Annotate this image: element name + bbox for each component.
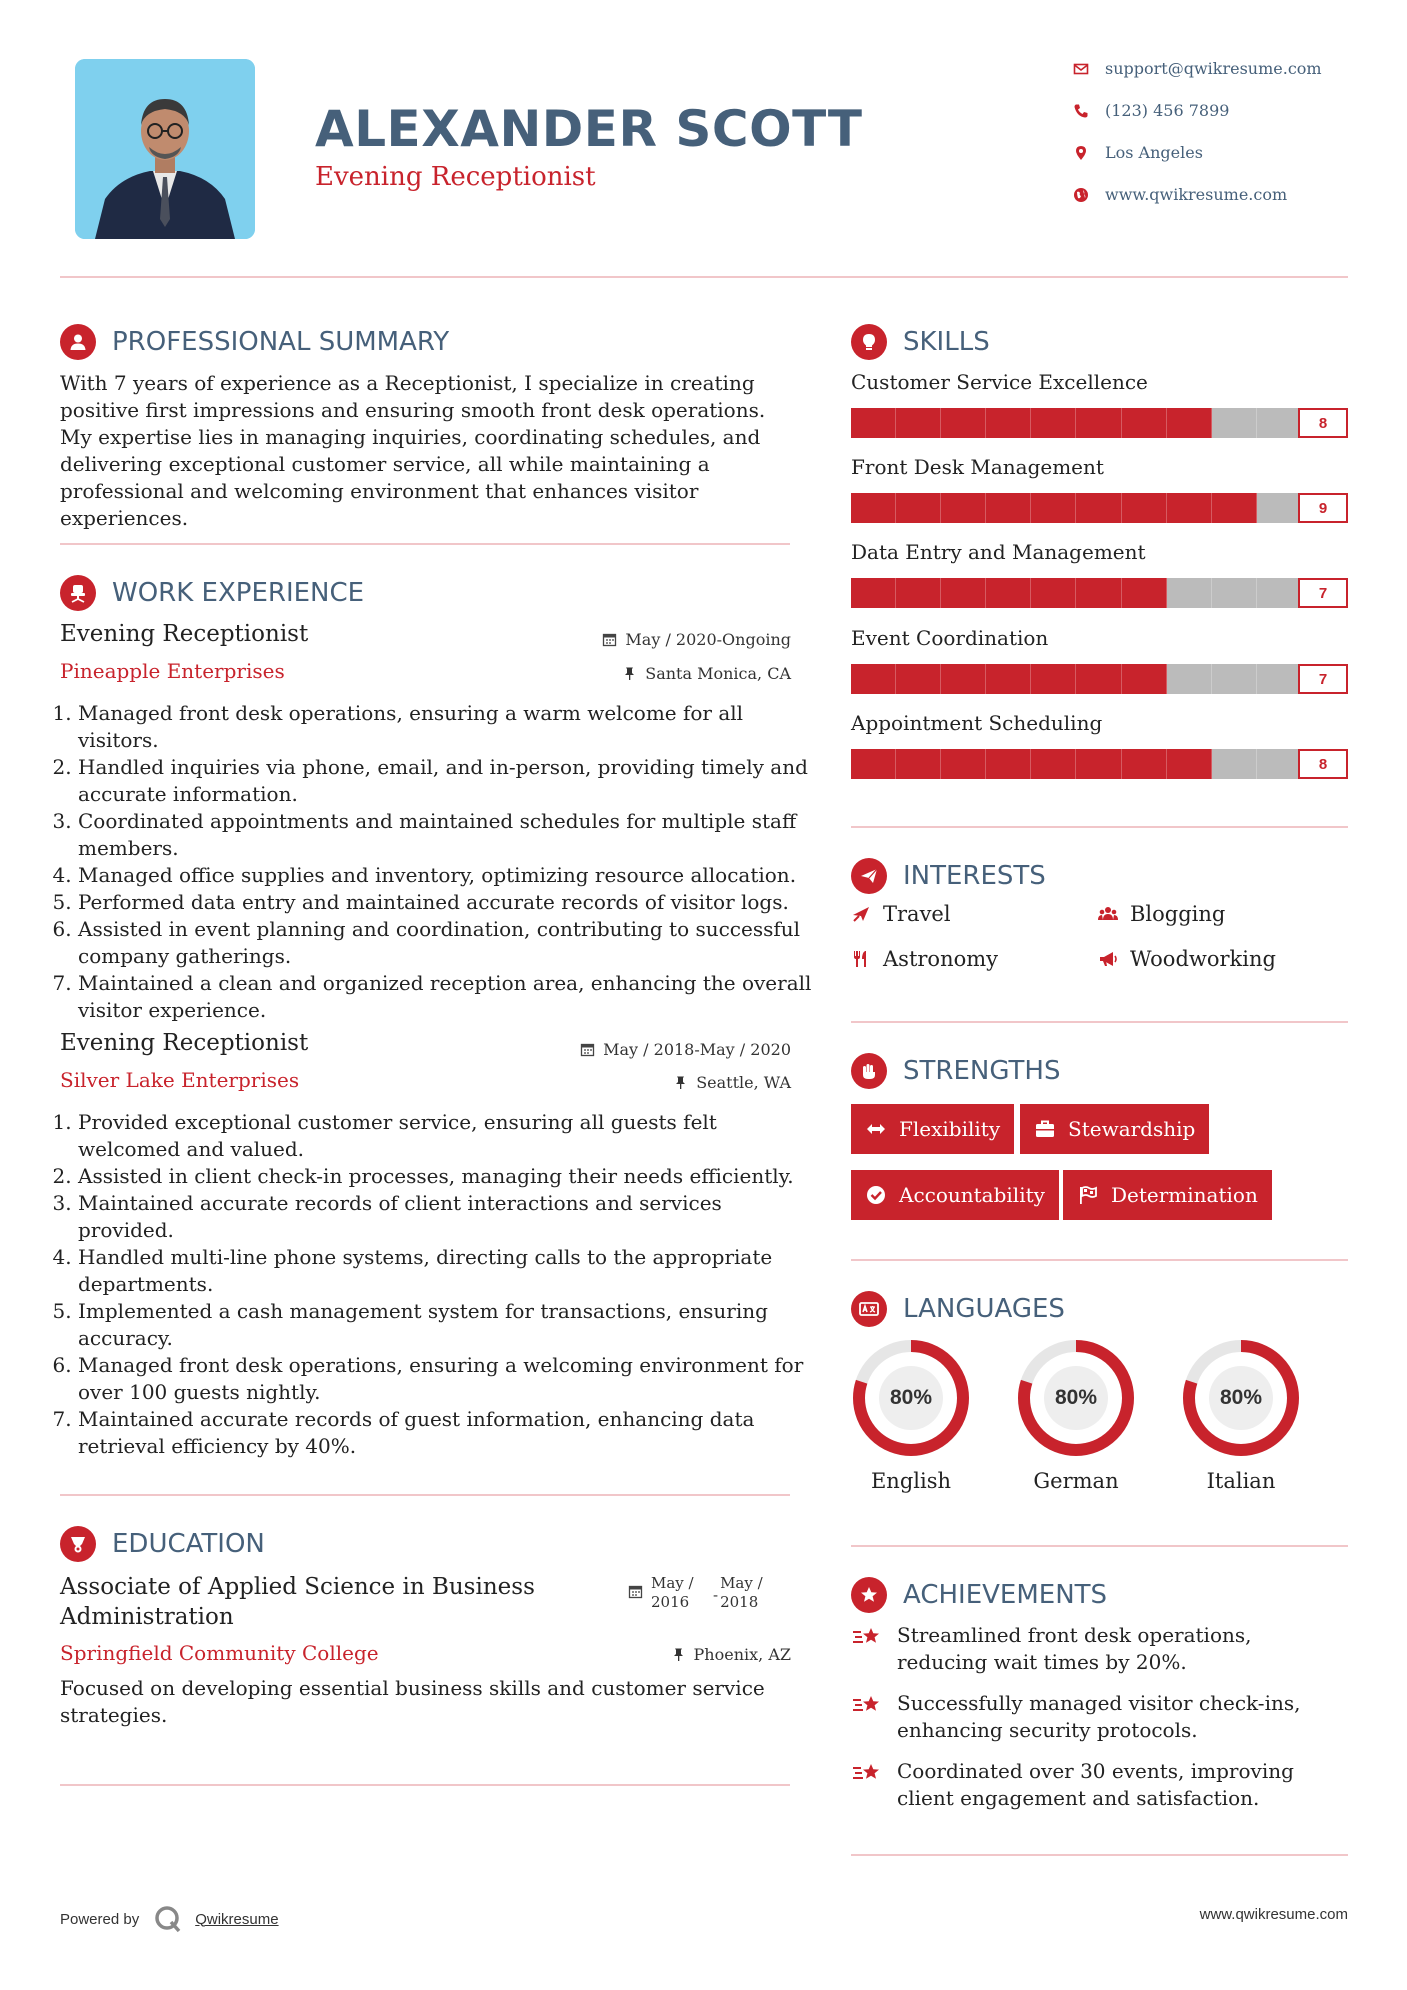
candidate-name: ALEXANDER SCOTT xyxy=(315,100,863,158)
candidate-title: Evening Receptionist xyxy=(315,162,596,192)
contact-email-text: support@qwikresume.com xyxy=(1105,59,1322,78)
qwikresume-logo-icon xyxy=(153,1904,183,1934)
achievement-text: Successfully managed visitor check-ins, enhancing security protocols. xyxy=(897,1691,1301,1742)
skill-bar-segment xyxy=(941,664,986,694)
skill-bar-segment xyxy=(851,493,896,523)
list-item: 7. Maintained a clean and organized reception area, enhancing the overall visitor experience. xyxy=(78,970,813,1024)
skill-bar-segment xyxy=(1031,664,1076,694)
skill-bar-segment xyxy=(1167,578,1212,608)
brand-link[interactable]: Qwikresume xyxy=(195,1910,279,1928)
education-heading xyxy=(60,1526,265,1562)
shooting-star-icon xyxy=(851,1622,883,1652)
languages-divider xyxy=(851,1545,1348,1547)
skill-bar-segment xyxy=(851,664,896,694)
list-item: 2. Handled inquiries via phone, email, and in-person, providing timely and accurate information. xyxy=(78,754,813,808)
skill-label: Customer Service Excellence xyxy=(851,370,1148,394)
job-1-location-text: Santa Monica, CA xyxy=(645,664,791,683)
skill-bar-segment xyxy=(851,578,896,608)
job-1-role: Evening Receptionist xyxy=(60,621,309,647)
calendar-icon xyxy=(602,632,617,647)
skill-bar-segment xyxy=(1076,578,1121,608)
skill-bar-segment xyxy=(1212,408,1257,438)
calendar-icon xyxy=(580,1042,595,1057)
skill-bar-segment xyxy=(986,578,1031,608)
language-ring xyxy=(1016,1338,1136,1462)
skill-bar-segment xyxy=(896,408,941,438)
skill-bar-segment xyxy=(1076,408,1121,438)
language-icon xyxy=(858,1298,880,1320)
skill-bar-segment xyxy=(1212,664,1257,694)
skill-bar-segment xyxy=(1167,493,1212,523)
skill-label: Event Coordination xyxy=(851,626,1049,650)
interest-travel xyxy=(851,902,951,926)
job-2-company: Silver Lake Enterprises xyxy=(60,1068,300,1092)
contact-phone[interactable] xyxy=(1073,101,1229,120)
skill-bar-segment xyxy=(1122,408,1167,438)
skill-bar xyxy=(851,408,1348,438)
skill-score: 7 xyxy=(1298,578,1348,608)
skill-bar-segment xyxy=(1122,578,1167,608)
job-1-bullets xyxy=(60,700,813,1024)
job-1-dates xyxy=(602,630,791,649)
skill-label: Appointment Scheduling xyxy=(851,711,1103,735)
achievement-text: Streamlined front desk operations, reducing wait times by 20%. xyxy=(897,1623,1252,1674)
language-percent: 80% xyxy=(889,1386,933,1409)
globe-icon xyxy=(1073,187,1089,203)
interest-label: Astronomy xyxy=(883,947,999,971)
job-1-dates-text: May / 2020-Ongoing xyxy=(625,630,791,649)
education-text: Focused on developing essential business skills and customer service strategies. xyxy=(60,1676,765,1727)
achievement-item-2 xyxy=(851,1690,1348,1744)
skill-bar-segment xyxy=(1031,408,1076,438)
skill-bar xyxy=(851,664,1348,694)
header-divider xyxy=(60,276,1348,278)
summary-heading-text: PROFESSIONAL SUMMARY xyxy=(112,327,450,357)
pushpin-icon xyxy=(673,1075,688,1090)
interests-divider xyxy=(851,1021,1348,1023)
skill-bar xyxy=(851,578,1348,608)
education-location xyxy=(671,1645,791,1664)
skill-bar-segment xyxy=(896,493,941,523)
experience-divider xyxy=(60,1494,790,1496)
plane-icon xyxy=(851,904,871,924)
list-item: 3. Coordinated appointments and maintained schedules for multiple staff members. xyxy=(78,808,813,862)
skills-heading-text: SKILLS xyxy=(903,327,990,357)
achievement-item-1 xyxy=(851,1622,1348,1676)
job-1-company: Pineapple Enterprises xyxy=(60,659,285,683)
skill-bar-segment xyxy=(1031,578,1076,608)
job-1-location xyxy=(622,664,791,683)
contact-website-text: www.qwikresume.com xyxy=(1105,185,1288,204)
skill-bar-segment xyxy=(1031,749,1076,779)
phone-icon xyxy=(1073,103,1089,119)
job-2-bullets xyxy=(60,1109,813,1460)
office-chair-icon xyxy=(67,582,89,604)
interests-heading-text: INTERESTS xyxy=(903,861,1046,891)
skill-bar-segment xyxy=(1257,493,1302,523)
skill-bar-segment xyxy=(896,664,941,694)
education-dates xyxy=(628,1574,768,1612)
list-item: 1. Managed front desk operations, ensuring a warm welcome for all visitors. xyxy=(78,700,813,754)
strength-chip-determination xyxy=(1063,1170,1272,1220)
language-ring xyxy=(851,1338,971,1462)
language-label: Italian xyxy=(1206,1469,1276,1493)
utensils-icon xyxy=(851,949,871,969)
map-pin-icon xyxy=(1073,145,1089,161)
job-2-dates-text: May / 2018-May / 2020 xyxy=(603,1040,791,1059)
list-item: 4. Handled multi-line phone systems, directing calls to the appropriate departments. xyxy=(78,1244,813,1298)
strength-label: Accountability xyxy=(899,1183,1045,1207)
list-item: 6. Managed front desk operations, ensuring a welcoming environment for over 100 guests nightly. xyxy=(78,1352,813,1406)
strength-label: Stewardship xyxy=(1068,1117,1196,1141)
strength-label: Flexibility xyxy=(899,1117,1001,1141)
skill-label: Data Entry and Management xyxy=(851,540,1146,564)
list-item: 4. Managed office supplies and inventory, optimizing resource allocation. xyxy=(78,862,813,889)
skill-label: Front Desk Management xyxy=(851,455,1104,479)
skill-bar-segment xyxy=(1212,578,1257,608)
calendar-icon xyxy=(628,1584,643,1599)
experience-heading-text: WORK EXPERIENCE xyxy=(112,578,365,608)
skill-bar-segment xyxy=(1167,749,1212,779)
footer-powered xyxy=(60,1904,279,1934)
contact-website[interactable] xyxy=(1073,185,1287,204)
education-degree: Associate of Applied Science in Business Administration xyxy=(60,1574,535,1630)
arrows-horizontal-icon xyxy=(865,1118,887,1140)
languages-heading-text: LANGUAGES xyxy=(903,1294,1065,1324)
powered-by-text: Powered by xyxy=(60,1910,140,1928)
education-dash: - xyxy=(713,1586,719,1604)
education-divider xyxy=(60,1784,790,1786)
skill-bar-segment xyxy=(941,493,986,523)
interest-label: Woodworking xyxy=(1130,947,1276,971)
language-percent: 80% xyxy=(1054,1386,1098,1409)
skill-score: 9 xyxy=(1298,493,1348,523)
skill-bar-segment xyxy=(851,408,896,438)
skill-bar-segment xyxy=(986,664,1031,694)
language-percent: 80% xyxy=(1219,1386,1263,1409)
envelope-icon xyxy=(1073,61,1089,77)
lightbulb-icon xyxy=(858,331,880,353)
strength-chip-accountability xyxy=(851,1170,1059,1220)
strength-chip-stewardship xyxy=(1020,1104,1209,1154)
job-2-location-text: Seattle, WA xyxy=(696,1073,791,1092)
skill-bar-segment xyxy=(1212,749,1257,779)
bullhorn-icon xyxy=(1098,949,1118,969)
interest-astronomy xyxy=(851,947,998,971)
summary-text: With 7 years of experience as a Receptionist, I specialize in creating positive first impressions and ensuring smooth front desk operations. My expertise lies in managing inquiries, coordinating schedules, and delivering exceptional customer service, all while maintaining a professional and welcoming environment that enhances visitor experiences. xyxy=(60,371,766,530)
skill-bar-segment xyxy=(851,749,896,779)
languages-heading xyxy=(851,1291,1065,1327)
skill-bar-segment xyxy=(986,408,1031,438)
strengths-heading xyxy=(851,1053,1061,1089)
skill-bar xyxy=(851,493,1348,523)
strength-chip-flexibility xyxy=(851,1104,1014,1154)
interest-woodworking xyxy=(1098,947,1276,971)
users-icon xyxy=(1098,904,1118,924)
strengths-heading-text: STRENGTHS xyxy=(903,1056,1061,1086)
summary-divider xyxy=(60,543,790,545)
education-location-text: Phoenix, AZ xyxy=(693,1645,791,1664)
briefcase-icon xyxy=(1034,1118,1056,1140)
interest-label: Blogging xyxy=(1130,902,1226,926)
skill-bar xyxy=(851,749,1348,779)
achievements-heading xyxy=(851,1577,1107,1613)
skill-bar-segment xyxy=(1076,493,1121,523)
strength-label: Determination xyxy=(1111,1183,1258,1207)
interest-label: Travel xyxy=(883,902,951,926)
list-item: 7. Maintained accurate records of guest information, enhancing data retrieval efficiency by 40%. xyxy=(78,1406,813,1460)
education-end: May / 2018 xyxy=(720,1574,763,1611)
profile-photo xyxy=(75,59,255,239)
language-ring xyxy=(1181,1338,1301,1462)
skill-score: 7 xyxy=(1298,664,1348,694)
skill-bar-segment xyxy=(1076,749,1121,779)
hand-fist-icon xyxy=(858,1060,880,1082)
skill-bar-segment xyxy=(1122,493,1167,523)
skill-bar-segment xyxy=(941,408,986,438)
list-item: 2. Assisted in client check-in processes, managing their needs efficiently. xyxy=(78,1163,813,1190)
list-item: 6. Assisted in event planning and coordination, contributing to successful company gatherings. xyxy=(78,916,813,970)
education-school: Springfield Community College xyxy=(60,1641,379,1665)
skills-heading xyxy=(851,324,990,360)
footer-url[interactable]: www.qwikresume.com xyxy=(1199,1906,1348,1923)
skill-bar-segment xyxy=(1257,408,1302,438)
graduation-icon xyxy=(67,1533,89,1555)
check-circle-icon xyxy=(865,1184,887,1206)
job-2-location xyxy=(673,1073,791,1092)
interests-heading xyxy=(851,858,1046,894)
list-item: 5. Implemented a cash management system for transactions, ensuring accuracy. xyxy=(78,1298,813,1352)
contact-location-text: Los Angeles xyxy=(1105,143,1203,162)
star-badge-icon xyxy=(858,1584,880,1606)
language-label: German xyxy=(1033,1469,1119,1493)
job-2-dates xyxy=(580,1040,791,1059)
achievements-divider xyxy=(851,1854,1348,1856)
skill-bar-segment xyxy=(1031,493,1076,523)
achievement-text: Coordinated over 30 events, improving client engagement and satisfaction. xyxy=(897,1759,1294,1810)
pushpin-icon xyxy=(671,1647,686,1662)
skill-bar-segment xyxy=(1257,749,1302,779)
shooting-star-icon xyxy=(851,1758,883,1788)
skill-bar-segment xyxy=(1167,408,1212,438)
skill-bar-segment xyxy=(1122,664,1167,694)
skill-bar-segment xyxy=(986,749,1031,779)
paper-plane-icon xyxy=(858,865,880,887)
skills-divider xyxy=(851,826,1348,828)
shooting-star-icon xyxy=(851,1690,883,1720)
skill-bar-segment xyxy=(1167,664,1212,694)
skill-bar-segment xyxy=(1257,578,1302,608)
pushpin-icon xyxy=(622,666,637,681)
skill-bar-segment xyxy=(1257,664,1302,694)
skill-bar-segment xyxy=(1212,493,1257,523)
interest-blogging xyxy=(1098,902,1225,926)
skill-bar-segment xyxy=(941,749,986,779)
education-heading-text: EDUCATION xyxy=(112,1529,265,1559)
skill-bar-segment xyxy=(896,749,941,779)
list-item: 1. Provided exceptional customer service, ensuring all guests felt welcomed and valued. xyxy=(78,1109,813,1163)
contact-phone-text: (123) 456 7899 xyxy=(1105,101,1230,120)
achievements-heading-text: ACHIEVEMENTS xyxy=(903,1580,1108,1610)
skill-bar-segment xyxy=(941,578,986,608)
job-2-role: Evening Receptionist xyxy=(60,1030,309,1056)
list-item: 3. Maintained accurate records of client interactions and services provided. xyxy=(78,1190,813,1244)
contact-location xyxy=(1073,143,1203,162)
summary-heading xyxy=(60,324,449,360)
experience-heading xyxy=(60,575,364,611)
skill-score: 8 xyxy=(1298,408,1348,438)
contact-email[interactable] xyxy=(1073,59,1322,78)
education-start: May / 2016 xyxy=(651,1574,694,1611)
user-icon xyxy=(67,331,89,353)
language-label: English xyxy=(870,1469,952,1493)
skill-score: 8 xyxy=(1298,749,1348,779)
list-item: 5. Performed data entry and maintained accurate records of visitor logs. xyxy=(78,889,813,916)
strengths-divider xyxy=(851,1259,1348,1261)
skill-bar-segment xyxy=(896,578,941,608)
skill-bar-segment xyxy=(1122,749,1167,779)
achievement-item-3 xyxy=(851,1758,1348,1812)
skill-bar-segment xyxy=(986,493,1031,523)
skill-bar-segment xyxy=(1076,664,1121,694)
flag-icon xyxy=(1077,1184,1099,1206)
